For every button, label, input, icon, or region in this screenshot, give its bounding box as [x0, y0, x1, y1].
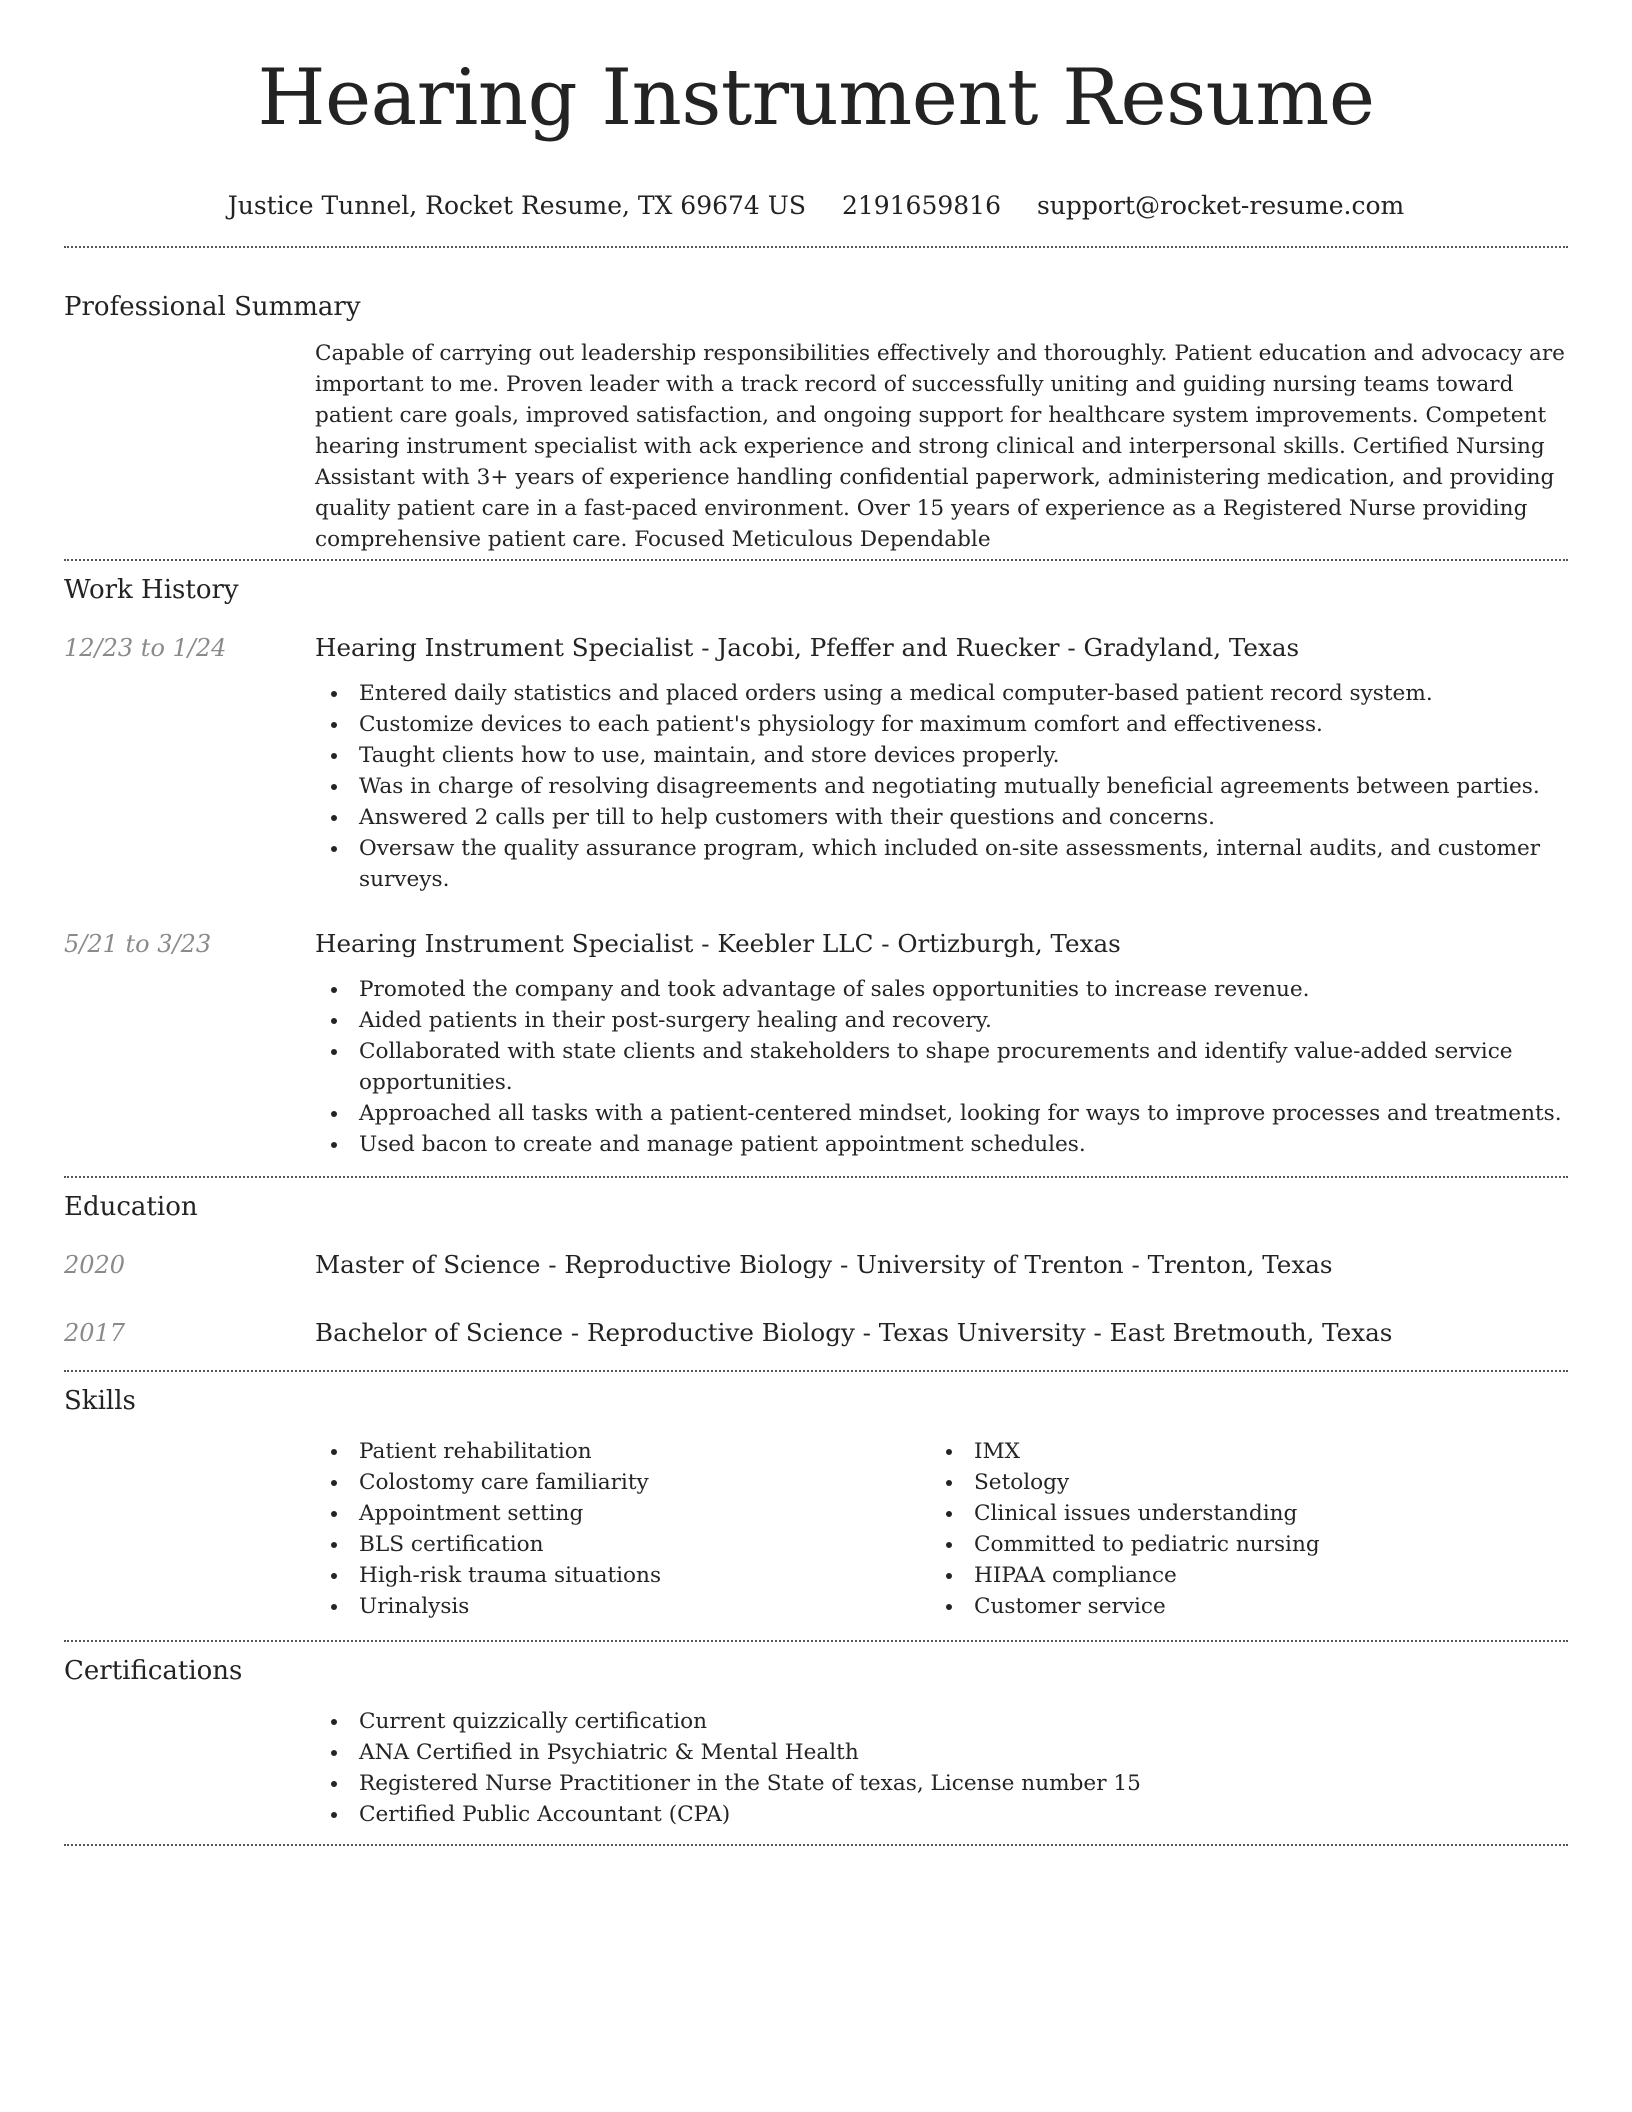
skill-item: Customer service — [974, 1591, 1320, 1622]
skill-item: Urinalysis — [359, 1591, 661, 1622]
skills-list-left — [359, 1436, 661, 1622]
skills-list-right — [974, 1436, 1320, 1622]
section-divider — [64, 1640, 1568, 1642]
skill-item: HIPAA compliance — [974, 1560, 1320, 1591]
summary-heading: Professional Summary — [64, 292, 361, 322]
list-item: Aided patients in their post-surgery healing and recovery. — [359, 1005, 1568, 1036]
education-heading: Education — [64, 1192, 198, 1222]
list-item: Answered 2 calls per till to help customers with their questions and concerns. — [359, 802, 1568, 833]
skill-item: Committed to pediatric nursing — [974, 1529, 1320, 1560]
work-history-heading: Work History — [64, 575, 239, 605]
job-entry — [64, 631, 1568, 665]
resume-title: Hearing Instrument Resume — [257, 53, 1375, 143]
certification-item: Certified Public Accountant (CPA) — [359, 1799, 1568, 1830]
job-duties-list — [359, 678, 1568, 895]
list-item: Used bacon to create and manage patient appointment schedules. — [359, 1129, 1568, 1160]
contact-phone: 2191659816 — [841, 191, 1001, 220]
list-item: Promoted the company and took advantage of sales opportunities to increase revenue. — [359, 974, 1568, 1005]
skill-item: Colostomy care familiarity — [359, 1467, 661, 1498]
skill-item: Patient rehabilitation — [359, 1436, 661, 1467]
job-title: Hearing Instrument Specialist - Keebler LLC - Ortizburgh, Texas — [315, 929, 1121, 958]
education-degree: Bachelor of Science - Reproductive Biology - Texas University - East Bretmouth, Texas — [315, 1318, 1393, 1347]
contact-address: Justice Tunnel, Rocket Resume, TX 69674 US — [227, 191, 806, 220]
section-divider — [64, 1176, 1568, 1178]
job-entry — [64, 927, 1568, 961]
job-title: Hearing Instrument Specialist - Jacobi, Pfeffer and Ruecker - Gradyland, Texas — [315, 633, 1300, 662]
job-dates: 5/21 to 3/23 — [64, 930, 212, 958]
list-item: Oversaw the quality assurance program, which included on-site assessments, internal audits, and customer surveys. — [359, 833, 1568, 895]
list-item: Taught clients how to use, maintain, and store devices properly. — [359, 740, 1568, 771]
contact-line — [64, 188, 1568, 224]
skill-item: BLS certification — [359, 1529, 661, 1560]
certifications-heading: Certifications — [64, 1656, 243, 1686]
skill-item: High-risk trauma situations — [359, 1560, 661, 1591]
certification-item: Current quizzically certification — [359, 1706, 1568, 1737]
section-divider — [64, 1844, 1568, 1846]
list-item: Approached all tasks with a patient-centered mindset, looking for ways to improve processes and treatments. — [359, 1098, 1568, 1129]
certifications-list — [359, 1706, 1568, 1830]
certification-item: Registered Nurse Practitioner in the State of texas, License number 15 — [359, 1768, 1568, 1799]
skill-item: IMX — [974, 1436, 1320, 1467]
section-divider — [64, 559, 1568, 561]
certification-item: ANA Certified in Psychiatric & Mental Health — [359, 1737, 1568, 1768]
resume-page — [64, 0, 1568, 1846]
skills-grid — [64, 1436, 1568, 1622]
list-item: Customize devices to each patient's physiology for maximum comfort and effectiveness. — [359, 709, 1568, 740]
section-divider — [64, 246, 1568, 248]
education-year: 2020 — [64, 1251, 126, 1279]
education-year: 2017 — [64, 1319, 126, 1347]
list-item: Was in charge of resolving disagreements and negotiating mutually beneficial agreements between parties. — [359, 771, 1568, 802]
list-item: Entered daily statistics and placed orders using a medical computer-based patient record system. — [359, 678, 1568, 709]
job-duties-list — [359, 974, 1568, 1160]
skill-item: Appointment setting — [359, 1498, 661, 1529]
contact-email: support@rocket-resume.com — [1036, 191, 1405, 220]
skill-item: Setology — [974, 1467, 1320, 1498]
education-degree: Master of Science - Reproductive Biology - University of Trenton - Trenton, Texas — [315, 1250, 1333, 1279]
job-dates: 12/23 to 1/24 — [64, 634, 227, 662]
list-item: Collaborated with state clients and stakeholders to shape procurements and identify value-added service opportunities. — [359, 1036, 1568, 1098]
education-entry — [64, 1316, 1568, 1350]
section-divider — [64, 1370, 1568, 1372]
education-entry — [64, 1248, 1568, 1282]
skill-item: Clinical issues understanding — [974, 1498, 1320, 1529]
skills-heading: Skills — [64, 1386, 136, 1416]
summary-text: Capable of carrying out leadership responsibilities effectively and thoroughly. Patient education and advocacy are important to me. Proven leader with a track record of successfully uniting and guiding nursing teams toward patient care goals, improved satisfaction, and ongoing support for healthcare system improvements. Competent hearing instrument specialist with ack experience and strong clinical and interpersonal skills. Certified Nursing Assistant with 3+ years of experience handling confidential paperwork, administering medication, and providing quality patient care in a fast-paced environment. Over 15 years of experience as a Registered Nurse providing comprehensive patient care. Focused Meticulous Dependable — [315, 341, 1565, 552]
